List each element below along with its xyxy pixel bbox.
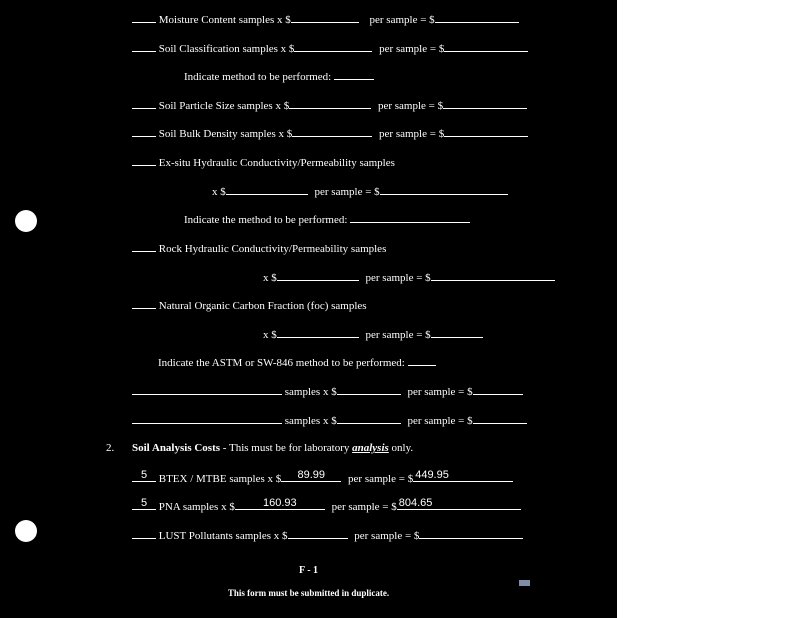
price-field[interactable]	[235, 499, 325, 510]
astm-line	[158, 355, 436, 369]
times-price-label: x $	[263, 272, 277, 284]
price-field[interactable]	[292, 126, 372, 137]
times-price-label: x $	[212, 186, 226, 198]
section-title: Soil Analysis Costs	[132, 442, 221, 454]
other-line	[132, 384, 523, 398]
price-field[interactable]	[281, 471, 341, 482]
qty-field[interactable]	[132, 298, 156, 309]
exsitu-label: Ex-situ Hydraulic Conductivity/Permeability samples	[158, 157, 395, 169]
analyte-field[interactable]	[132, 384, 282, 395]
samples-label: samples x $	[284, 386, 337, 398]
total-field[interactable]	[431, 270, 555, 281]
samples-label: samples x $	[284, 415, 337, 427]
total-field[interactable]	[435, 12, 519, 23]
price-value: 89.99	[297, 469, 326, 481]
per-sample-label: per sample = $	[379, 128, 445, 140]
per-sample-label: per sample = $	[348, 473, 414, 485]
per-sample-label: per sample = $	[377, 100, 444, 112]
method-indicate-line	[184, 69, 374, 83]
section-heading	[132, 442, 413, 454]
section-text: - This must be for laboratory	[220, 442, 353, 454]
particle-line	[132, 98, 527, 112]
method-field[interactable]	[408, 355, 436, 366]
price-value: 160.93	[263, 497, 297, 509]
astm-label: Indicate the ASTM or SW-846 method to be performed:	[158, 357, 405, 369]
total-field[interactable]	[380, 184, 508, 195]
qty-field[interactable]	[132, 98, 156, 109]
total-field[interactable]	[473, 413, 527, 424]
punch-hole	[15, 520, 37, 542]
moisture-line	[132, 12, 519, 26]
moisture-label: Moisture Content samples x $	[158, 14, 291, 26]
qty-field[interactable]	[132, 528, 156, 539]
rock-cost-line	[263, 270, 555, 284]
method-field[interactable]	[350, 212, 470, 223]
total-field[interactable]	[444, 41, 528, 52]
other-line	[132, 413, 527, 427]
qty-field[interactable]	[132, 155, 156, 166]
price-field[interactable]	[277, 270, 359, 281]
section-number: 2.	[106, 442, 115, 454]
qty-value: 5	[140, 497, 148, 509]
total-value: 804.65	[398, 497, 433, 509]
price-field[interactable]	[289, 98, 371, 109]
foc-cost-line	[263, 327, 483, 341]
per-sample-label: per sample = $	[365, 272, 431, 284]
total-field[interactable]	[413, 471, 513, 482]
bulk-label: Soil Bulk Density samples x $	[158, 128, 293, 140]
exsitu-line	[132, 155, 395, 169]
foc-line	[132, 298, 367, 312]
method-indicate-label: Indicate the method to be performed:	[184, 214, 348, 226]
rock-line	[132, 241, 386, 255]
lust-line	[132, 528, 523, 542]
qty-field[interactable]	[132, 471, 156, 482]
qty-field[interactable]	[132, 241, 156, 252]
total-field[interactable]	[397, 499, 521, 510]
qty-field[interactable]	[132, 12, 156, 23]
qty-value: 5	[140, 469, 148, 481]
rock-label: Rock Hydraulic Conductivity/Permeability samples	[158, 243, 387, 255]
footer-note: This form must be submitted in duplicate.	[227, 588, 390, 598]
per-sample-label: per sample = $	[407, 386, 473, 398]
particle-label: Soil Particle Size samples x $	[158, 100, 290, 112]
punch-hole	[15, 210, 37, 232]
btex-line	[132, 471, 513, 485]
price-field[interactable]	[288, 528, 348, 539]
bulk-line	[132, 126, 528, 140]
classification-line	[132, 41, 528, 55]
total-value: 449.95	[415, 469, 449, 481]
pna-label: PNA samples x $	[158, 501, 235, 513]
qty-field[interactable]	[132, 499, 156, 510]
price-field[interactable]	[337, 413, 401, 424]
per-sample-label: per sample = $	[331, 501, 397, 513]
per-sample-label: per sample = $	[407, 415, 473, 427]
per-sample-label: per sample = $	[365, 329, 431, 341]
price-field[interactable]	[277, 327, 359, 338]
times-price-label: x $	[263, 329, 277, 341]
price-field[interactable]	[294, 41, 372, 52]
section-tail: only.	[388, 442, 414, 454]
foc-label: Natural Organic Carbon Fraction (foc) samples	[158, 300, 367, 312]
method-indicate-line	[184, 212, 470, 226]
total-field[interactable]	[444, 126, 528, 137]
per-sample-label: per sample = $	[369, 14, 435, 26]
qty-field[interactable]	[132, 126, 156, 137]
per-sample-label: per sample = $	[379, 43, 445, 55]
price-field[interactable]	[226, 184, 308, 195]
price-field[interactable]	[337, 384, 401, 395]
total-field[interactable]	[443, 98, 527, 109]
total-field[interactable]	[431, 327, 483, 338]
lust-label: LUST Pollutants samples x $	[158, 530, 288, 542]
scan-mark	[519, 580, 530, 586]
section-emphasis: analysis	[352, 442, 389, 454]
qty-field[interactable]	[132, 41, 156, 52]
exsitu-cost-line	[212, 184, 508, 198]
classification-label: Soil Classification samples x $	[158, 43, 295, 55]
per-sample-label: per sample = $	[314, 186, 380, 198]
page-number: F - 1	[298, 565, 319, 576]
per-sample-label: per sample = $	[354, 530, 420, 542]
analyte-field[interactable]	[132, 413, 282, 424]
pna-line	[132, 499, 521, 513]
btex-label: BTEX / MTBE samples x $	[158, 473, 282, 485]
method-field[interactable]	[334, 69, 374, 80]
total-field[interactable]	[419, 528, 523, 539]
price-field[interactable]	[291, 12, 359, 23]
method-indicate-label: Indicate method to be performed:	[184, 71, 332, 83]
total-field[interactable]	[473, 384, 523, 395]
